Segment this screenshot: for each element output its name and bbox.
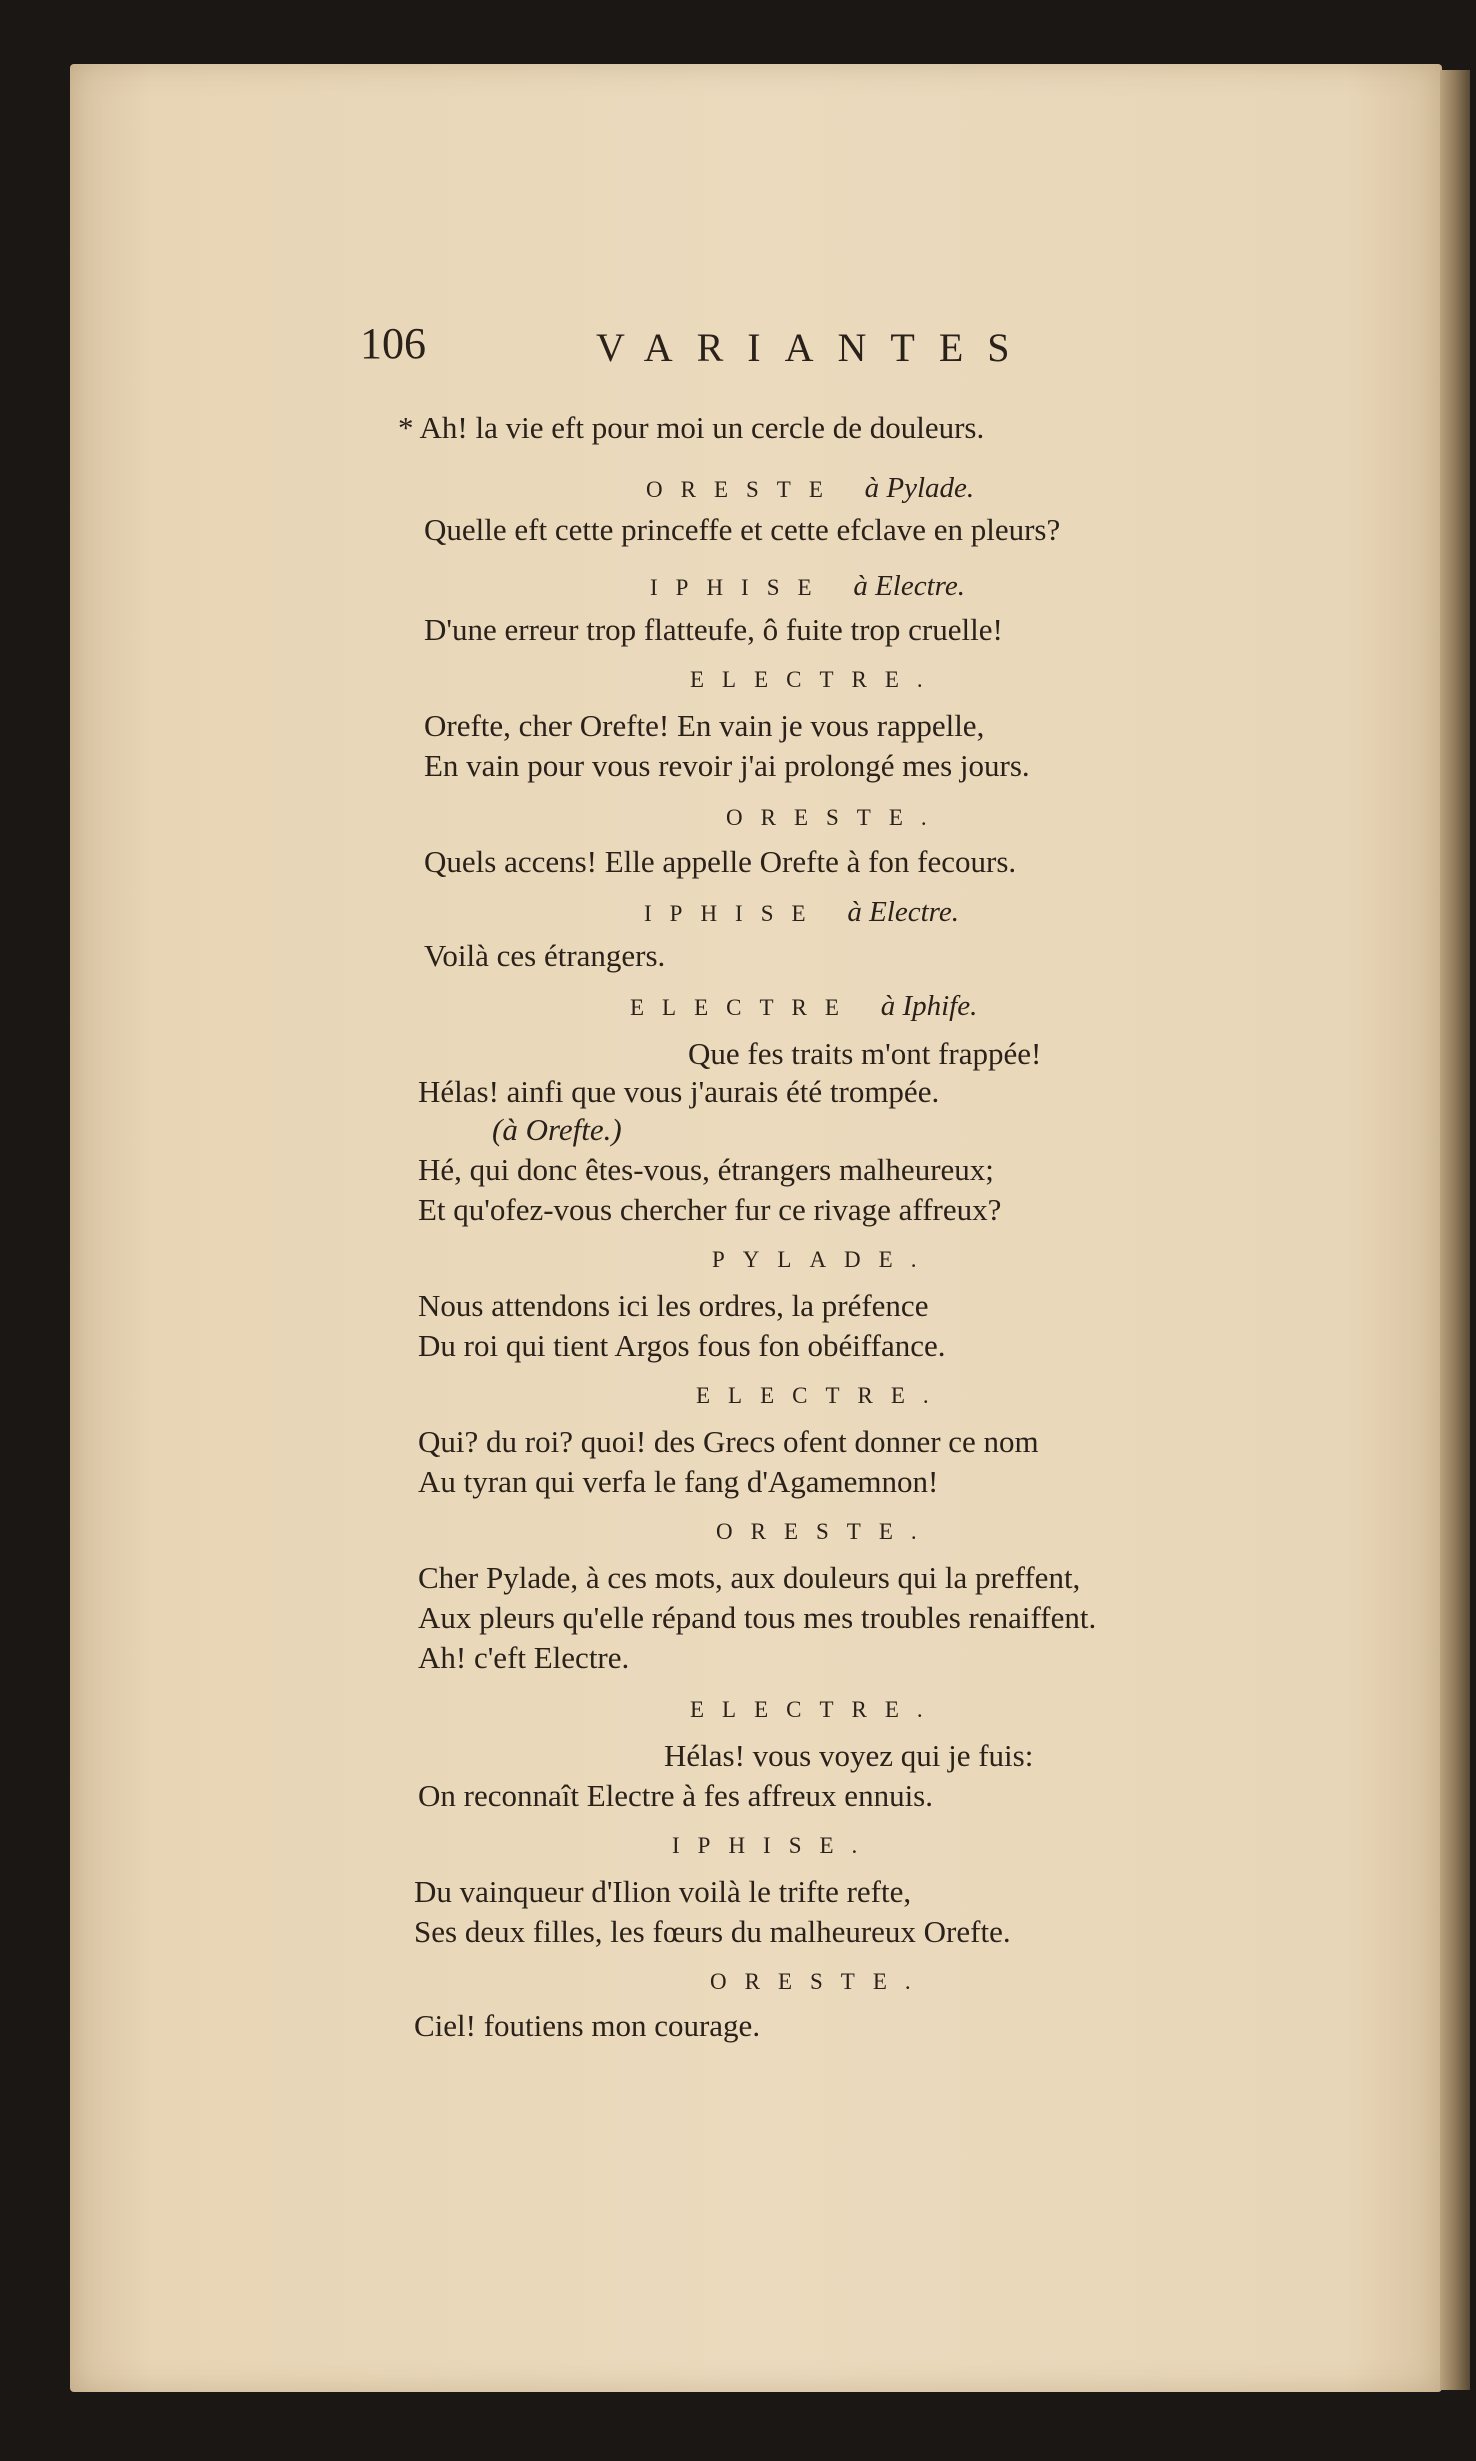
speaker-name: IPHISE	[644, 901, 824, 926]
speaker-label	[644, 898, 959, 927]
page-header	[0, 318, 1476, 378]
speaker-label	[690, 668, 941, 691]
speaker-name: ELECTRE	[630, 995, 857, 1020]
speaker-name: IPHISE	[650, 575, 830, 600]
speaker-name: ORESTE	[646, 477, 841, 502]
speaker-label	[710, 1970, 929, 1993]
verse-line: Qui? du roi? quoi! des Grecs ofent donner ce nom	[418, 1424, 1039, 1459]
speaker-label	[650, 572, 965, 601]
verse-line: En vain pour vous revoir j'ai prolongé mes jours.	[424, 748, 1030, 783]
speaker-name: PYLADE.	[712, 1247, 935, 1272]
verse-line: Hélas! ainfi que vous j'aurais été trompée.	[418, 1074, 940, 1109]
verse-line: D'une erreur trop flatteufe, ô fuite trop cruelle!	[424, 612, 1003, 647]
speaker-name: ELECTRE.	[696, 1383, 947, 1408]
verse-line: Quelle eft cette princeffe et cette efclave en pleurs?	[424, 512, 1061, 547]
speaker-label	[672, 1834, 875, 1857]
speaker-label	[712, 1248, 934, 1271]
speaker-name: ORESTE.	[716, 1519, 935, 1544]
stage-direction: à Iphife.	[880, 990, 978, 1022]
verse-line: Hélas! vous voyez qui je fuis:	[664, 1738, 1034, 1773]
stage-direction: (à Orefte.)	[492, 1112, 622, 1147]
stage-direction: à Electre.	[847, 896, 959, 928]
verse-line: Aux pleurs qu'elle répand tous mes troubles renaiffent.	[418, 1600, 1097, 1635]
speaker-name: ORESTE.	[710, 1969, 929, 1994]
stage-direction: à Pylade.	[864, 472, 975, 504]
speaker-label	[726, 806, 945, 829]
verse-line: Ses deux filles, les fœurs du malheureux Orefte.	[414, 1914, 1011, 1949]
speaker-label	[646, 474, 974, 503]
verse-line: Du roi qui tient Argos fous fon obéiffance.	[418, 1328, 946, 1363]
verse-line: Hé, qui donc êtes-vous, étrangers malheureux;	[418, 1152, 994, 1187]
page-number: 106	[360, 319, 426, 368]
verse-line: Du vainqueur d'Ilion voilà le trifte refte,	[414, 1874, 912, 1909]
verse-line: Que fes traits m'ont frappée!	[688, 1036, 1042, 1071]
verse-line: Et qu'ofez-vous chercher fur ce rivage affreux?	[418, 1192, 1002, 1227]
stage-direction: à Electre.	[853, 570, 965, 602]
speaker-label	[716, 1520, 935, 1543]
verse-line: * Ah! la vie eft pour moi un cercle de douleurs.	[398, 410, 985, 445]
verse-line: Ciel! foutiens mon courage.	[414, 2008, 761, 2043]
speaker-name: IPHISE.	[672, 1833, 876, 1858]
verse-line: Au tyran qui verfa le fang d'Agamemnon!	[418, 1464, 939, 1499]
speaker-name: ELECTRE.	[690, 1697, 941, 1722]
speaker-label	[630, 992, 977, 1021]
running-head: VARIANTES	[596, 325, 1034, 370]
speaker-name: ORESTE.	[726, 805, 945, 830]
verse-line: Orefte, cher Orefte! En vain je vous rappelle,	[424, 708, 985, 743]
verse-line: Quels accens! Elle appelle Orefte à fon fecours.	[424, 844, 1017, 879]
verse-line: Cher Pylade, à ces mots, aux douleurs qui la preffent,	[418, 1560, 1081, 1595]
verse-line: Voilà ces étrangers.	[424, 938, 666, 973]
verse-line: Nous attendons ici les ordres, la préfence	[418, 1288, 929, 1323]
verse-line: On reconnaît Electre à fes affreux ennuis.	[418, 1778, 933, 1813]
verse-line: Ah! c'eft Electre.	[418, 1640, 630, 1675]
speaker-name: ELECTRE.	[690, 667, 941, 692]
speaker-label	[696, 1384, 947, 1407]
page-edge	[1440, 70, 1470, 2390]
speaker-label	[690, 1698, 941, 1721]
